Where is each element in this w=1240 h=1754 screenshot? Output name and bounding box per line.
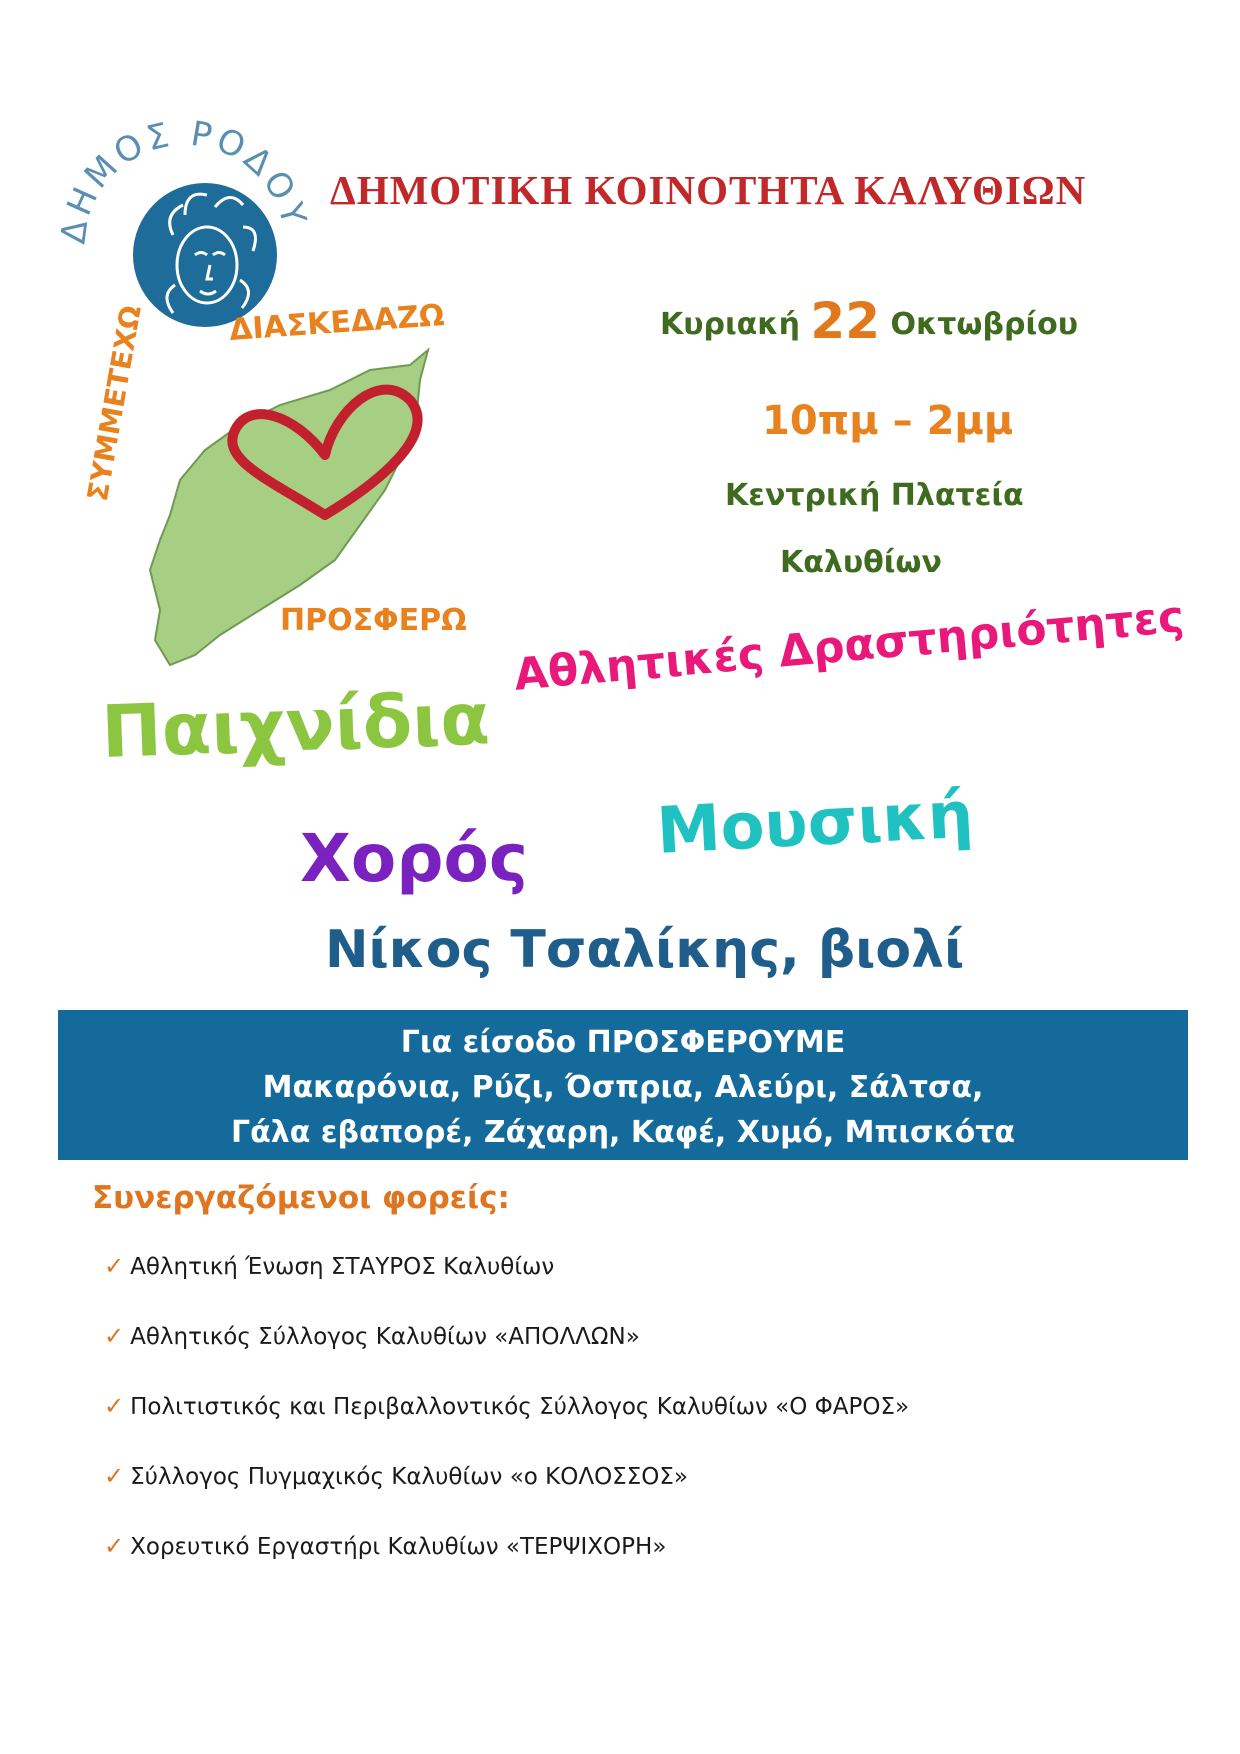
- partner-item: [104, 1392, 909, 1420]
- checkmark-icon: ✓: [104, 1532, 125, 1560]
- partners-title: Συνεργαζόμενοι φορείς:: [92, 1180, 510, 1216]
- partner-label: Αθλητικός Σύλλογος Καλυθίων «ΑΠΟΛΛΩΝ»: [130, 1324, 640, 1350]
- activity-games: Παιχνίδια: [100, 676, 492, 774]
- activity-music: Μουσική: [655, 778, 976, 869]
- partner-label: Χορευτικό Εργαστήρι Καλυθίων «ΤΕΡΨΙΧΟΡΗ»: [130, 1534, 667, 1560]
- partner-item: [104, 1322, 640, 1350]
- partner-label: Πολιτιστικός και Περιβαλλοντικός Σύλλογος Καλυθίων «Ο ΦΑΡΟΣ»: [130, 1394, 910, 1420]
- event-place-line2: Καλυθίων: [780, 545, 942, 580]
- activity-artist: Νίκος Τσαλίκης, βιολί: [325, 920, 965, 980]
- checkmark-icon: ✓: [104, 1462, 125, 1490]
- rhodes-island-illustration: [80, 298, 510, 680]
- partner-item: [104, 1252, 554, 1280]
- word-diaskedazo: ΔΙΑΣΚΕΔΑΖΩ: [228, 298, 446, 348]
- entry-line3: Γάλα εβαπορέ, Ζάχαρη, Καφέ, Χυμό, Μπισκότα: [231, 1115, 1015, 1150]
- checkmark-icon: ✓: [104, 1322, 125, 1350]
- entry-offer-banner: [58, 1010, 1188, 1160]
- word-symmeteho: ΣΥΜΜΕΤΕΧΩ: [80, 302, 148, 504]
- event-date: [660, 292, 1078, 350]
- logo-arc-text: ΔΗΜΟΣ ΡΟΔΟΥ: [55, 115, 315, 247]
- event-day: Κυριακή: [660, 307, 800, 342]
- entry-line2: Μακαρόνια, Ρύζι, Όσπρια, Αλεύρι, Σάλτσα,: [262, 1070, 984, 1105]
- checkmark-icon: ✓: [104, 1252, 125, 1280]
- rhodes-map-graphic: [80, 298, 510, 680]
- partner-item: [104, 1532, 666, 1560]
- activity-dance: Χορός: [300, 820, 528, 897]
- activity-sports: Αθλητικές Δραστηριότητες: [512, 591, 1187, 701]
- word-prosfero: ΠΡΟΣΦΕΡΩ: [280, 603, 467, 638]
- entry-line1: Για είσοδο ΠΡΟΣΦΕΡΟΥΜΕ: [400, 1025, 846, 1060]
- event-time: 10πμ – 2μμ: [762, 398, 1014, 444]
- checkmark-icon: ✓: [104, 1392, 125, 1420]
- event-place-line1: Κεντρική Πλατεία: [725, 478, 1024, 513]
- partner-item: [104, 1462, 688, 1490]
- event-month: Οκτωβρίου: [890, 307, 1078, 342]
- event-date-number: 22: [810, 292, 880, 350]
- partner-label: Σύλλογος Πυγμαχικός Καλυθίων «ο ΚΟΛΟΣΣΟΣ»: [130, 1464, 688, 1490]
- page-title: ΔΗΜΟΤΙΚΗ ΚΟΙΝΟΤΗΤΑ ΚΑΛΥΘΙΩΝ: [330, 167, 1087, 213]
- partner-label: Αθλητική Ένωση ΣΤΑΥΡΟΣ Καλυθίων: [130, 1254, 555, 1280]
